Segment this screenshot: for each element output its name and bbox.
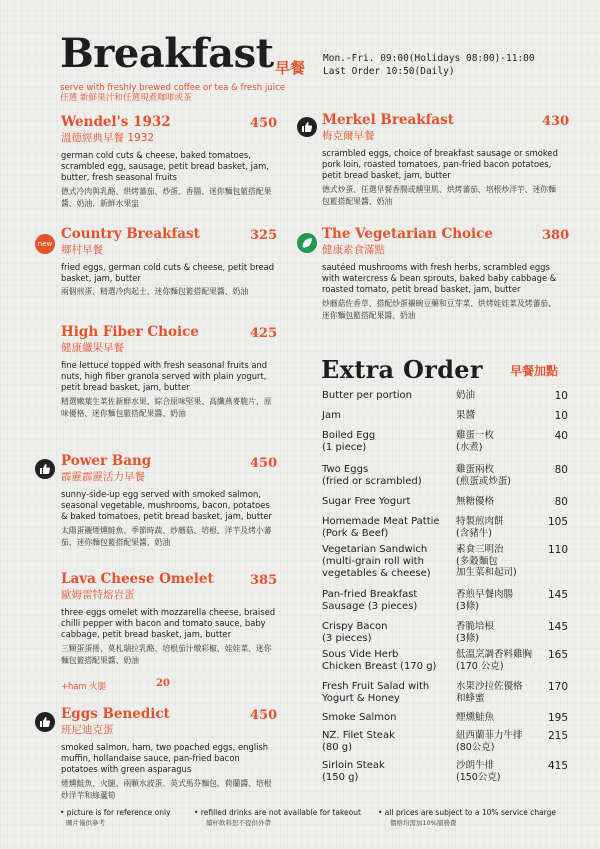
footer-note-picture xyxy=(60,808,171,828)
extra-item-name: Crispy Bacon (3 pieces) xyxy=(322,621,388,644)
opening-hours xyxy=(323,52,535,78)
item-desc: fine lettuce topped with fresh seasonal fruits and nuts, high fiber granola served with plain yogurt, petit bread basket, jam, butter xyxy=(61,360,268,393)
extra-item-name-zh: 果醬 xyxy=(456,410,476,421)
extra-item-name: Pan-fried Breakfast Sausage (3 pieces) xyxy=(322,589,418,612)
extra-item-name: Sous Vide Herb Chicken Breast (170 g) xyxy=(322,649,437,672)
item-name-zh: 梅克爾早餐 xyxy=(322,130,375,142)
last-order-line: Last Order 10:50(Daily) xyxy=(323,66,455,77)
menu-item-vegetarian xyxy=(322,226,562,322)
menu-item-merkel xyxy=(322,112,562,208)
extra-item-name-zh: 奶油 xyxy=(456,390,476,401)
footer-note-zh: 續杯飲料恕不提供外帶 xyxy=(206,819,271,827)
extra-item-name-zh: 雞蛋一枚 (水煮) xyxy=(456,430,495,453)
footer-note-en: • picture is for reference only xyxy=(60,808,171,817)
item-desc: smoked salmon, ham, two poached eggs, english muffin, hollandaise sauce, pan-fried bacon potatoes with green asparagus xyxy=(61,742,269,775)
item-desc-zh: 太陽蛋襯煙燻鮭魚、季節時蔬、炒蘑菇、培根、洋芋及烤小蕃茄、迷你麵包籃搭配果醬、奶油 xyxy=(61,525,272,547)
extra-item-price: 10 xyxy=(554,390,568,402)
item-desc: german cold cuts & cheese, baked tomatoes, scrambled egg, sausage, petit bread basket, jam, butter, fresh seasonal fruits xyxy=(61,150,269,183)
addon-price: 20 xyxy=(156,678,170,689)
item-name-zh: 健康素食滿點 xyxy=(322,244,385,256)
extra-item-name-zh: 煙燻鮭魚 xyxy=(456,712,495,723)
page-title: Breakfast xyxy=(60,30,274,77)
menu-item-country xyxy=(61,226,276,298)
extra-item-name: Sugar Free Yogurt xyxy=(322,496,411,507)
extra-item-price: 165 xyxy=(547,649,568,661)
item-name-zh: 鄉村早餐 xyxy=(61,244,103,256)
extra-item-price: 105 xyxy=(547,516,568,528)
item-desc-zh: 三顆蛋蛋捲、莫札瑞拉乳酪、培根茄汁燉彩椒、娃娃菜、迷你麵包籃搭配果醬、奶油 xyxy=(61,643,272,665)
item-desc-zh: 精選嫩葉生菜佐新鮮水果、綜合原味堅果、高纖燕麥脆片、原味優格、迷你麵包籃搭配果醬、奶油 xyxy=(61,396,272,418)
thumbs-up-icon xyxy=(35,712,55,732)
extra-item-price: 195 xyxy=(547,712,568,724)
item-desc-zh: 煙燻鮭魚、火腿、兩顆水波蛋、英式馬芬麵包、荷蘭醬、培根炒洋芋和綠蘆筍 xyxy=(61,778,272,800)
extra-item-name-zh: 香脆培根 (3條) xyxy=(456,621,495,644)
item-desc: fried eggs, german cold cuts & cheese, petit bread basket, jam, butter xyxy=(61,262,275,284)
item-price: 380 xyxy=(542,228,570,243)
addon-label: +ham 火腿 xyxy=(61,681,107,691)
item-desc-zh: 兩個煎蛋、精選冷肉起士、迷你麵包籃搭配果醬、奶油 xyxy=(61,287,249,297)
extra-item-name: Smoke Salmon xyxy=(322,712,397,723)
item-price: 450 xyxy=(250,456,278,471)
extra-item-name: Boiled Egg (1 piece) xyxy=(322,430,376,453)
leaf-icon xyxy=(297,233,317,253)
item-price: 450 xyxy=(250,116,278,131)
footer-note-en: • all prices are subject to a 10% service charge xyxy=(378,808,556,817)
subtitle-zh: 任選 新鮮果汁和任選現煮咖啡或茶 xyxy=(60,93,192,103)
item-price: 430 xyxy=(542,114,570,129)
item-name: High Fiber Choice xyxy=(61,324,199,340)
item-name: The Vegetarian Choice xyxy=(322,226,493,242)
item-desc-zh: 德式炒蛋、任選早餐香腸或燻里肌、烘烤蕃茄、培根炒洋芋、迷你麵包籃搭配果醬、奶油 xyxy=(322,184,556,206)
menu-item-wendels xyxy=(61,114,276,210)
item-desc-zh: 德式冷肉與乳酪、烘烤蕃茄、炒蛋、香腸、迷你麵包籃搭配果醬、奶油、新鮮水果盅 xyxy=(61,186,272,208)
extra-item-name-zh: 紐西蘭菲力牛排 (80公克) xyxy=(456,730,523,753)
item-desc: three eggs omelet with mozzarella cheese, braised chilli pepper with bacon and tomato sauce, baby cabbage, petit bread basket, jam, butter xyxy=(61,607,276,640)
extra-item-name: Butter per portion xyxy=(322,390,413,401)
menu-item-eggs-benedict xyxy=(61,706,276,802)
extra-item-name-zh: 雞蛋兩枚 (煎蛋或炒蛋) xyxy=(456,464,511,487)
footer-note-zh: 圖片僅供參考 xyxy=(66,819,105,827)
extra-item-price: 170 xyxy=(547,681,568,693)
extra-item-price: 145 xyxy=(547,621,568,633)
extra-item-name-zh: 香煎早餐肉腸 (3條) xyxy=(456,589,514,612)
item-price: 385 xyxy=(250,573,278,588)
item-name-zh: 溫德經典早餐 1932 xyxy=(61,132,155,144)
item-name: Eggs Benedict xyxy=(61,706,170,722)
extra-order-title-zh: 早餐加點 xyxy=(510,364,559,378)
extra-item-name-zh: 特製煎肉餅 (含豬牛) xyxy=(456,516,504,539)
menu-item-high-fiber xyxy=(61,324,276,420)
menu-item-lava-omelet xyxy=(61,571,276,667)
extra-item-price: 110 xyxy=(547,544,568,556)
item-name: Power Bang xyxy=(61,453,152,469)
extra-item-price: 80 xyxy=(554,464,568,476)
item-price: 425 xyxy=(250,326,278,341)
extra-item-name: Homemade Meat Pattie (Pork & Beef) xyxy=(322,516,440,539)
hours-line: Mon.-Fri. 09:00(Holidays 08:00)-11:00 xyxy=(323,53,535,64)
extra-item-name: Vegetarian Sandwich (multi-grain roll with vegetables & cheese) xyxy=(322,544,431,579)
new-badge: new xyxy=(35,234,55,254)
item-name-zh: 健康纖果早餐 xyxy=(61,342,124,354)
item-name: Wendel's 1932 xyxy=(61,114,171,130)
item-price: 450 xyxy=(250,708,278,723)
extra-item-name-zh: 水果沙拉佐優格 和蜂蜜 xyxy=(456,681,523,704)
item-name-zh: 歐姆雷特熔岩蛋 xyxy=(61,589,135,601)
extra-item-price: 415 xyxy=(547,760,568,772)
extra-item-name-zh: 無糖優格 xyxy=(456,496,495,507)
subtitle-en: serve with freshly brewed coffee or tea & fresh juice xyxy=(60,83,286,93)
item-desc: scrambled eggs, choice of breakfast sausage or smoked pork loin, roasted tomatoes, pan-fried bacon potatoes, petit bread basket, jam, butter xyxy=(322,148,558,181)
footer-note-zh: 價格均需加10%服務費 xyxy=(390,819,457,827)
extra-item-name: Jam xyxy=(322,410,341,421)
extra-item-name-zh: 沙朗牛排 (150公克) xyxy=(456,760,501,783)
extra-item-name: NZ. Filet Steak (80 g) xyxy=(322,730,395,753)
item-price: 325 xyxy=(250,228,278,243)
subtitle xyxy=(60,83,285,103)
extra-item-name-zh: 素食三明治 (多穀麵包 加生菜和起司) xyxy=(456,544,517,578)
extra-order-title: Extra Order xyxy=(321,355,483,384)
thumbs-up-icon xyxy=(297,117,317,137)
page-title-zh: 早餐 xyxy=(275,59,306,77)
item-desc-zh: 炒蘑菇佐香草、搭配炒蛋襯碗豆藥和豆芽菜、烘烤娃娃菜及烤蕃茄、迷你麵包籃搭配果醬、奶油 xyxy=(322,298,556,320)
extra-item-price: 40 xyxy=(554,430,568,442)
footer-note-drinks xyxy=(194,808,361,828)
item-name-zh: 班尼迪克蛋 xyxy=(61,724,114,736)
item-desc: sautéed mushrooms with fresh herbs, scrambled eggs with watercress & bean sprouts, baked baby cabbage & roasted tomato, petit bread basket, jam, butter xyxy=(322,262,557,295)
extra-item-name: Two Eggs (fried or scrambled) xyxy=(322,464,422,487)
extra-item-name: Fresh Fruit Salad with Yogurt & Honey xyxy=(322,681,430,704)
thumbs-up-icon xyxy=(35,459,55,479)
extra-item-price: 215 xyxy=(547,730,568,742)
footer-note-service xyxy=(378,808,556,828)
item-desc: sunny-side-up egg served with smoked salmon, seasonal vegetable, mushrooms, bacon, potatoes & baked tomatoes, petit bread basket, jam, butter xyxy=(61,489,272,522)
extra-item-price: 80 xyxy=(554,496,568,508)
extra-item-price: 145 xyxy=(547,589,568,601)
menu-item-power-bang xyxy=(61,453,276,549)
extra-item-price: 10 xyxy=(554,410,568,422)
item-name-zh: 霹靂霹靂活力早餐 xyxy=(61,471,145,483)
extra-item-name-zh: 低溫烹調香料雞胸 (170 公克) xyxy=(456,649,533,672)
footer-note-en: • refilled drinks are not available for takeout xyxy=(194,808,361,817)
item-name: Country Breakfast xyxy=(61,226,200,242)
extra-item-name: Sirloin Steak (150 g) xyxy=(322,760,385,783)
item-name: Merkel Breakfast xyxy=(322,112,455,128)
item-name: Lava Cheese Omelet xyxy=(61,571,214,587)
